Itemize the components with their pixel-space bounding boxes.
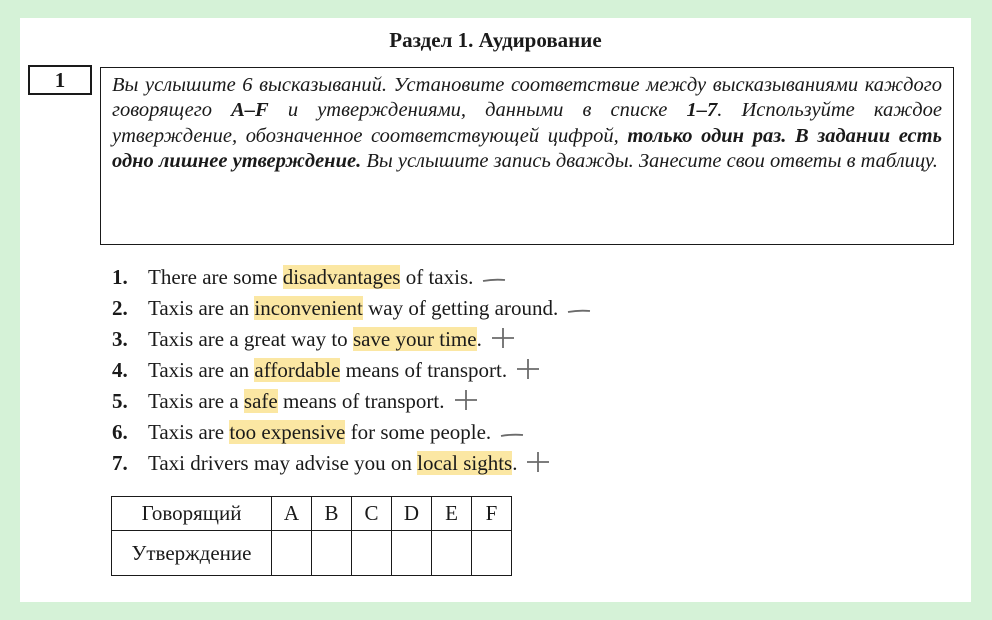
- statement-item: [112, 264, 507, 290]
- statement-text-end: means of transport.: [340, 358, 508, 382]
- speaker-cell: F: [472, 497, 512, 531]
- statement-text: Taxis are an: [148, 358, 255, 382]
- statement-text-end: .: [476, 327, 482, 351]
- statement-highlight: inconvenient: [254, 296, 363, 320]
- statement-number: 4.: [112, 358, 128, 382]
- speaker-label: Говорящий: [112, 497, 272, 531]
- statement-highlight: local sights: [417, 451, 513, 475]
- speaker-cell: E: [432, 497, 472, 531]
- statement-row: [112, 531, 512, 576]
- statement-text: Taxis are: [148, 420, 230, 444]
- speaker-row: [112, 497, 512, 531]
- statement-text-end: means of transport.: [277, 389, 445, 413]
- speaker-cell: A: [272, 497, 312, 531]
- statement-number: 6.: [112, 420, 128, 444]
- statement-item: [112, 450, 551, 476]
- instruction-letter-range: A–F: [231, 99, 269, 122]
- plus-mark-icon: [453, 388, 479, 418]
- answer-cell[interactable]: [312, 531, 352, 576]
- section-title: Раздел 1. Аудирование: [389, 28, 602, 52]
- instruction-text-3: . Используйте каждое утверждение, обозначенное соответствующей цифрой,: [112, 99, 942, 147]
- answer-cell[interactable]: [272, 531, 312, 576]
- statement-highlight: too expensive: [229, 420, 346, 444]
- statement-number: 2.: [112, 296, 128, 320]
- statement-text: Taxi drivers may advise you on: [148, 451, 418, 475]
- answer-cell[interactable]: [432, 531, 472, 576]
- statement-label: Утверждение: [112, 531, 272, 576]
- statement-number: 7.: [112, 451, 128, 475]
- statement-number: 1.: [112, 265, 128, 289]
- plus-mark-icon: [515, 357, 541, 387]
- statement-item: [112, 357, 541, 383]
- answer-table: [111, 496, 512, 576]
- plus-mark-icon: [525, 450, 551, 480]
- statement-number: 3.: [112, 327, 128, 351]
- statement-highlight: safe: [243, 389, 278, 413]
- statement-highlight: affordable: [254, 358, 341, 382]
- speaker-cell: B: [312, 497, 352, 531]
- statement-highlight: disadvantages: [282, 265, 401, 289]
- answer-cell[interactable]: [352, 531, 392, 576]
- statement-item: [112, 295, 592, 321]
- statement-item: [112, 419, 525, 445]
- statement-text: Taxis are an: [148, 296, 255, 320]
- instruction-number-range: 1–7: [686, 99, 718, 122]
- minus-mark-icon: [499, 421, 525, 447]
- speaker-cell: D: [392, 497, 432, 531]
- instruction-text-4: Вы услышите запись дважды. Занесите свои ответы в таблицу.: [361, 150, 938, 173]
- instruction-bold-rule: только один раз. В задании есть одно лишнее утверждение.: [112, 124, 942, 173]
- plus-mark-icon: [490, 326, 516, 356]
- answer-cell[interactable]: [472, 531, 512, 576]
- minus-mark-icon: [481, 266, 507, 292]
- task-instruction: [100, 67, 954, 245]
- statement-text-end: for some people.: [345, 420, 492, 444]
- minus-mark-icon: [566, 297, 592, 323]
- speaker-cell: C: [352, 497, 392, 531]
- statement-text: Taxis are a: [148, 389, 244, 413]
- instruction-text-1: Вы услышите 6 высказываний. Установите соответствие между высказываниями каждого говорящего: [112, 74, 942, 122]
- statement-item: [112, 326, 516, 352]
- instruction-text-2: и утверждениями, данными в списке: [268, 99, 687, 122]
- statement-text-end: way of getting around.: [362, 296, 559, 320]
- worksheet: [20, 18, 971, 602]
- statement-text-end: .: [512, 451, 518, 475]
- statement-highlight: save your time: [352, 327, 477, 351]
- statement-text: Taxis are a great way to: [148, 327, 353, 351]
- task-number-box: 1: [28, 65, 92, 95]
- statement-text: There are some: [148, 265, 283, 289]
- statement-number: 5.: [112, 389, 128, 413]
- statement-text-end: of taxis.: [400, 265, 474, 289]
- answer-cell[interactable]: [392, 531, 432, 576]
- statement-item: [112, 388, 479, 414]
